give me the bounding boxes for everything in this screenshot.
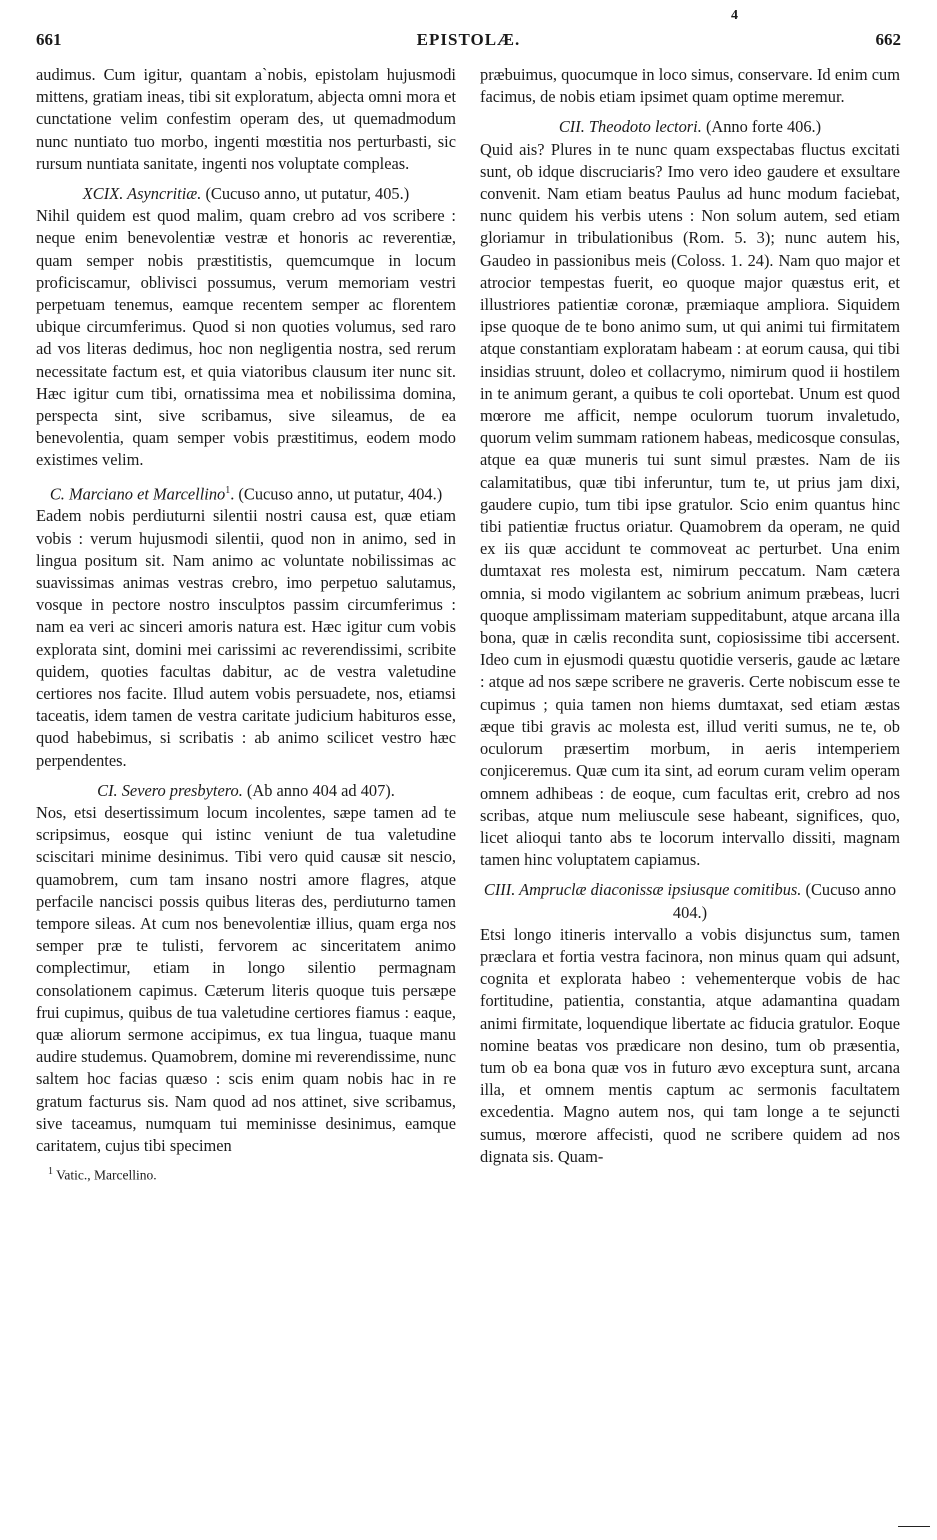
letter-100-title xyxy=(36,480,456,506)
right-column xyxy=(480,64,900,1174)
letter-103-title xyxy=(480,879,900,923)
letter-101-body: Nos, etsi desertissimum locum incolentes, sæpe tamen ad te scripsimus, eosque qui istinc veniunt de tua valetudine sciscitari minime desinimus. Tibi vero quid causæ sit nescio, quamobrem, cum tam insano nostri amore flagres, atque perfacile nancisci possis quibus literas des, perdiuturno tamen tempore sileas. At cum nos benevolentiæ illius, quam erga nos semper præ te tulisti, fervorem ac sinceritatem animo complectimur, etiam in longo silentio permagnam consolationem capimus. Cæterum literis quoque tuis persæpe frui cupimus, quibus de tua valetudine certiores fiamus : eaque, quæ aliorum sermone accipimus, ex tua lingua, tuaque manu audire studemus. Quamobrem, domine mi reverendissime, nunc saltem hoc facias quæso : scis enim quam nobis hac in re gratum facturus sis. Nam quod ad nos attinet, sive scribamus, sive taceamus, numquam tui meminisse desinimus, eamque caritatem, cujus tibi specimen xyxy=(36,802,456,1156)
letter-101-heading: CI. Severo presbytero. xyxy=(97,780,243,800)
catchword-rule xyxy=(898,1526,930,1527)
page-number-right: 662 xyxy=(875,30,901,49)
letter-102-title xyxy=(480,116,900,138)
page-number-left: 661 xyxy=(36,30,62,49)
left-column xyxy=(36,64,456,1185)
letter-102-heading: CII. Theodoto lectori. xyxy=(558,117,702,137)
footnote-ref: 1 xyxy=(225,484,231,496)
running-title: EPISTOLÆ. xyxy=(416,30,521,49)
letter-101-title xyxy=(36,780,456,802)
letter-99-body: Nihil quidem est quod malim, quam crebro ad vos scribere : neque enim benevolentiæ vestræ et honoris ac reverentiæ, quam semper nobis præstitistis, quemcumque in locum proficiscamur, oblivisci possumus, verum memoriam vestri perpetuam tenemus, eamque recentem semper ac florentem ubique circumferimus. Quod si non quoties volumus, sed raro ad vos literas dedimus, hoc non negligentia nostra, sed rerum necessitate factum est, et quia viatoribus clausum iter nunc sit. Hæc igitur cum tibi, ornatissima mea et nobilissima domina, perspecta sint, sive scribamus, sive sileamus, de ea benevolentia, quam semper vobis præstitimus, eodem modo existimes velim. xyxy=(36,206,456,470)
letter-101-continuation: præbuimus, quocumque in loco simus, conservare. Id enim cum facimus, de nobis etiam ipsimet quam optime meremur. xyxy=(480,65,900,107)
page-header xyxy=(0,0,937,64)
letter-100-body: Eadem nobis perdiuturni silentii nostri causa est, quæ etiam vobis : verum hujusmodi silentii, quod non in animo, sed in lingua positum sit. Nam animo ac voluntate nobilissimas ac suavissimas animas vestras crebro, imo perpetuo salutamus, vosque in pectore nostro insculptos passim circumferimus : nam ea veri ac sinceri amoris natura est. Hæc igitur cum vobis explorata sint, domini mei carissimi ac reverendissimi, scribite quidem, quoties facultas dabitur, ac de vestra valetudine certiores nos facite. Illud autem vobis persuadete, nos, etiamsi taceatis, idem tamen de vestra caritate judicium habituros esse, quod habebimus, si scribatis : ab animo scilicet vestro hæc perpendentes. xyxy=(36,506,456,770)
letter-101-date: (Ab anno 404 ad 407). xyxy=(246,780,395,800)
letter-98-ending: audimus. Cum igitur, quantam a`nobis, epistolam hujusmodi mittens, gratiam ineas, tibi sit exploratum, abjecta omni mora et cunctatione velim confestim operam des, ut quemadmodum nunc nuntiato tuo morbo, ingenti mœstitia nos perturbasti, sic rursum nuntiata sanitate, ingenti nos voluptate compleas. xyxy=(36,65,456,173)
letter-99-title xyxy=(36,183,456,205)
letter-100-date: . (Cucuso anno, ut putatur, 404.) xyxy=(230,484,443,504)
footnote-text: Vatic., Marcellino. xyxy=(53,1167,157,1183)
letter-103-heading: CIII. Ampruclæ diaconissæ ipsiusque comitibus. xyxy=(483,880,802,900)
letter-103-body: Etsi longo itineris intervallo a vobis disjunctus sum, tamen præclara et fortia vestra facinora, non minus quam qui adsunt, cognita et explorata habeo : vehementerque vobis de hac fortitudine, patientia, constantia, atque adamantina quadam animi firmitate, loquendique libertate ac fiducia gratulor. Eoque nomine beatas vos prædicare non desino, tum ob præsentia, tum ob ea bona quæ vos in futuro ævo exceptura sunt, arcana illa, et omnem mentis captum ac sermonis facultatem excedentia. Magno autem nos, qui tam longe a te sejuncti sumus, mœrore affecisti, quod ne scribere quidem ad nos dignata sis. Quam- xyxy=(480,924,900,1166)
letter-103-date: (Cucuso anno 404.) xyxy=(672,880,897,922)
letter-102-date: (Anno forte 406.) xyxy=(705,117,822,137)
printer-mark: 4 xyxy=(731,8,738,23)
footnote-number: 1 xyxy=(48,1166,53,1178)
letter-102-body: Quid ais? Plures in te nunc quam exspectabas fluctus excitati sunt, ob idque discruciaris? Imo vero ideo gaudere et exsultare convenit. Nam etiam beatus Paulus ad hunc modum faciebat, nunc quidem his verbis utens : Non solum autem, sed etiam gloriamur in tribulationibus (Rom. 5. 3); nunc autem his, Gaudeo in passionibus meis (Coloss. 1. 24). Nam quo major et atrocior tempestas fuerit, eo quoque major quæstus erit, et illustriores patientiæ coronæ, præmiaque ampliora. Siquidem ipse quoque de te bono animo sum, ut qui animi tui firmitatem atque constantiam exploratam habeam : at eorum causa, qui tibi insidias struunt, doleo et collacrymo, nimirum quod ii hostilem in te animum gerant, a quibus te coli oportebat. Unum est quod mœrore me afficit, nempe oculorum tuorum invaletudo, quorum velim summam rationem habeas, medicosque consulas, atque ea quæ muneris tui sunt simul præstes. Nam de iis calamitatibus, quæ tibi inferuntur, tum te, ut prius jam dixi, gaudere cupio, tum tibi ipse gratulor. Scio enim quantus hinc tibi patientiæ fructus oriatur. Quamobrem da operam, ne quid ex iis quæ accidunt te commoveat ac perturbet. Una enim dumtaxat res molesta est, nimirum peccatum. Nam cætera omnia, si modo vigilantem ac sobrium animum præbeas, lucri quoque amplissimam materiam suppeditabunt, atque arcana illa bona, quæ in cælis recondita sunt, copiosissime tibi accersent. Ideo cum in ejusmodi quæstu quotidie verseris, gaude ac lætare : atque ad nos sæpe scribere ne graveris. Certe nobiscum esse te cupimus ; quia tamen non hiems dumtaxat, sed etiam æstas æque tibi gravis ac molesta est, illud veriti sumus, ne te, ob oculorum præsertim morbum, in aeris intemperiem conjiceremus. Quæ cum ita sint, ad eorum curam velim operam omnem adhibeas : de eoque, cum facultas erit, crebro ad nos scribas, atque num meliuscule sese habeant, significes, quo, licet alioqui tanto abs te locorum intervallo dissiti, magnam tamen hinc voluptatem capiamus. xyxy=(480,139,900,870)
letter-99-heading: XCIX. Asyncritiæ. xyxy=(82,184,202,204)
letter-99-date: (Cucuso anno, ut putatur, 405.) xyxy=(205,184,410,204)
letter-100-heading: C. Marciano et Marcellino xyxy=(49,484,226,504)
footnote xyxy=(36,1163,456,1185)
